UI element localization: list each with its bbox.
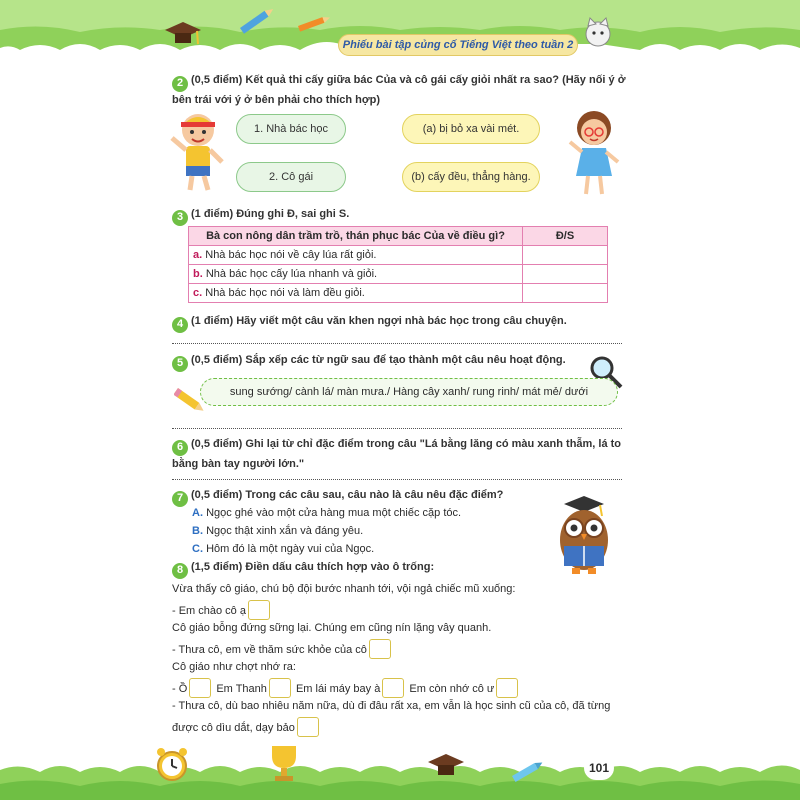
question-2 <box>172 72 632 109</box>
row-text: Nhà bác học nói về cây lúa rất giỏi. <box>205 249 377 261</box>
true-false-table <box>188 226 608 303</box>
question-6 <box>172 436 632 473</box>
answer-line[interactable] <box>172 343 622 344</box>
choice-letter: A. <box>192 507 203 519</box>
answer-cell[interactable] <box>523 284 608 303</box>
passage-text: - Thưa cô, em về thăm sức khỏe của cô <box>172 644 367 656</box>
passage-line <box>172 600 272 620</box>
match-right-a[interactable]: (a) bị bỏ xa vài mét. <box>402 114 540 144</box>
question-text: (1 điểm) Hãy viết một câu văn khen ngợi nhà bác học trong câu chuyện. <box>191 315 567 327</box>
passage-line: Cô giáo như chợt nhớ ra: <box>172 661 296 673</box>
punctuation-box[interactable] <box>369 639 391 659</box>
question-number: 4 <box>172 317 188 333</box>
row-letter: a. <box>193 249 203 261</box>
worksheet-title-banner: Phiếu bài tập củng cố Tiếng Việt theo tuần 2 <box>338 34 578 56</box>
match-left-1[interactable]: 1. Nhà bác học <box>236 114 346 144</box>
passage-text: - Em chào cô ạ <box>172 605 246 617</box>
question-text: (0,5 điểm) Ghi lại từ chỉ đặc điểm trong câu "Lá bằng lăng có màu xanh thẫm, lá to bằng bàn tay người lớn." <box>172 438 622 470</box>
grass-footer-art <box>0 740 800 800</box>
choice-letter: B. <box>192 525 203 537</box>
boy-illustration <box>168 108 228 194</box>
question-text: (0,5 điểm) Trong các câu sau, câu nào là câu nêu đặc điểm? <box>191 489 504 501</box>
choice-b[interactable] <box>192 523 363 540</box>
question-5 <box>172 352 632 372</box>
question-number: 3 <box>172 210 188 226</box>
choice-text: Hôm đó là một ngày vui của Ngọc. <box>206 543 375 555</box>
answer-cell[interactable] <box>523 246 608 265</box>
passage-text: Em còn nhớ cô ư <box>409 683 495 695</box>
punctuation-box[interactable] <box>382 678 404 698</box>
passage-line: - Thưa cô, dù bao nhiêu năm nữa, dù đi đâu rất xa, em vẫn là học sinh cũ của cô, đã từng <box>172 700 611 712</box>
punctuation-box[interactable] <box>297 717 319 737</box>
question-number: 2 <box>172 76 188 92</box>
alarm-clock-icon <box>157 748 187 780</box>
question-text: (0,5 điểm) Sắp xếp các từ ngữ sau để tạo thành một câu nêu hoạt động. <box>191 354 566 366</box>
question-number: 5 <box>172 356 188 372</box>
question-3 <box>172 206 632 226</box>
choice-letter: C. <box>192 543 203 555</box>
passage-text: - Ồ <box>172 683 188 695</box>
choice-c[interactable] <box>192 541 374 558</box>
answer-cell[interactable] <box>523 265 608 284</box>
passage-text: được cô dìu dắt, dạy bảo <box>172 722 295 734</box>
passage-text: Em Thanh <box>216 683 267 695</box>
question-text: (1 điểm) Đúng ghi Đ, sai ghi S. <box>191 208 350 220</box>
row-text: Nhà bác học nói và làm đều giỏi. <box>205 287 365 299</box>
question-text: (1,5 điểm) Điền dấu câu thích hợp vào ô trống: <box>191 561 435 573</box>
word-bank: sung sướng/ cành lá/ màn mưa./ Hàng cây xanh/ rung rinh/ mát mẻ/ dưới <box>200 378 618 406</box>
passage-line <box>172 717 321 737</box>
cat-icon <box>586 18 610 46</box>
table-row <box>189 246 608 265</box>
passage-text: Em lái máy bay à <box>295 683 381 695</box>
question-number: 6 <box>172 440 188 456</box>
question-4 <box>172 313 632 333</box>
row-letter: b. <box>193 268 203 280</box>
row-text: Nhà bác học cấy lúa nhanh và giỏi. <box>205 268 378 280</box>
question-number: 7 <box>172 491 188 507</box>
punctuation-box[interactable] <box>189 678 211 698</box>
punctuation-box[interactable] <box>496 678 518 698</box>
header-decoration <box>0 0 800 70</box>
page-number: 101 <box>584 756 614 780</box>
table-header-answer: Đ/S <box>523 227 608 246</box>
table-row <box>189 265 608 284</box>
passage-line <box>172 639 393 659</box>
row-letter: c. <box>193 287 203 299</box>
table-row <box>189 284 608 303</box>
match-left-2[interactable]: 2. Cô gái <box>236 162 346 192</box>
choice-a[interactable] <box>192 505 461 522</box>
match-right-b[interactable]: (b) cấy đều, thẳng hàng. <box>402 162 540 192</box>
passage-line: Vừa thấy cô giáo, chú bộ đội bước nhanh tới, vội ngả chiếc mũ xuống: <box>172 583 516 595</box>
answer-line[interactable] <box>172 479 622 480</box>
question-8 <box>172 559 632 579</box>
passage-line: Cô giáo bỗng đứng sững lại. Chúng em cũng nín lặng vây quanh. <box>172 622 492 634</box>
question-number: 8 <box>172 563 188 579</box>
choice-text: Ngọc ghé vào một cửa hàng mua một chiếc cặp tóc. <box>206 507 462 519</box>
girl-illustration <box>564 104 626 200</box>
footer-decoration <box>0 740 800 800</box>
table-header-question: Bà con nông dân trầm trồ, thán phục bác Của về điều gì? <box>189 227 523 246</box>
question-text: (0,5 điểm) Kết quả thi cấy giữa bác Của và cô gái cấy giỏi nhất ra sao? (Hãy nối ý ở bên trái với ý ở bên phải cho thích hợp) <box>172 74 626 106</box>
punctuation-box[interactable] <box>248 600 270 620</box>
passage-line <box>172 678 520 698</box>
punctuation-box[interactable] <box>269 678 291 698</box>
answer-line[interactable] <box>172 428 622 429</box>
choice-text: Ngọc thật xinh xắn và đáng yêu. <box>206 525 364 537</box>
